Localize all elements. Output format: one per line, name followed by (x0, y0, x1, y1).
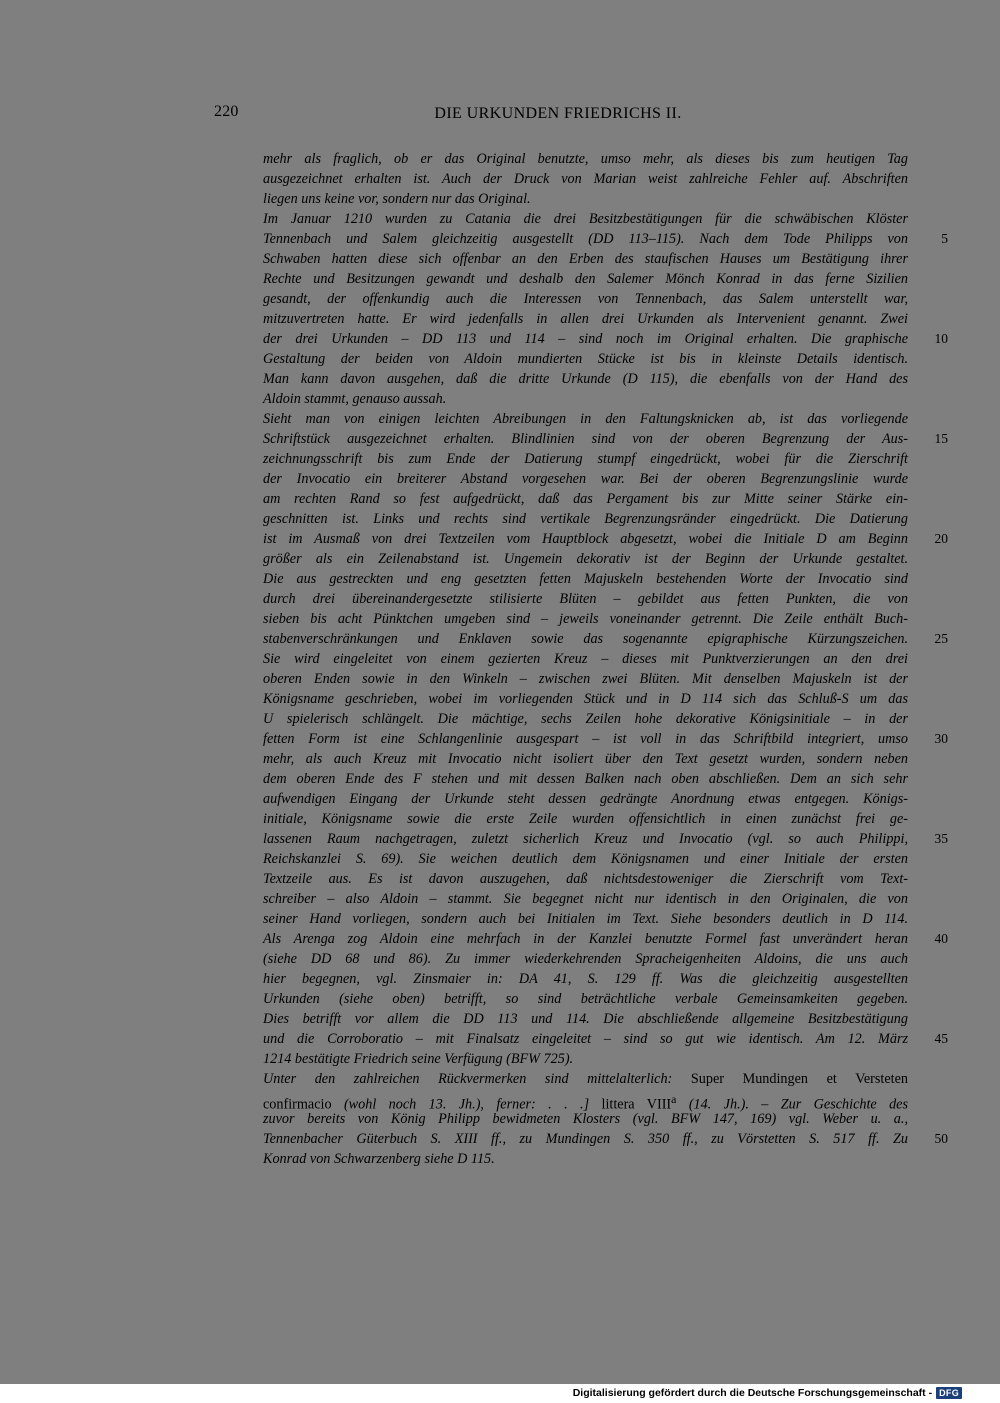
line-number-spacer (918, 349, 948, 369)
line-number-spacer (918, 769, 948, 789)
line-number-spacer (918, 289, 948, 309)
line-number-spacer (918, 969, 948, 989)
text-line: am rechten Rand so fest aufgedrückt, daß das Pergament bis zur Mitte seiner Stärke ein- (263, 491, 908, 507)
line-number: 30 (934, 731, 948, 746)
text-line: hier begegnen, vgl. Zinsmaier in: DA 41, S. 129 ff. Was die gleichzeitig ausgestellten (263, 971, 908, 987)
text-line: zuvor bereits von König Philipp bewidmeten Klosters (vgl. BFW 147, 169) vgl. Weber u. a., (263, 1111, 908, 1127)
text-line: zeichnungsschrift bis zum Ende der Datierung stumpf eingedrückt, wobei für die Zierschrift (263, 451, 908, 467)
text-segment: littera VIII (601, 1096, 672, 1113)
text-line: seiner Hand vorliegen, sondern auch bei Initialen im Text. Siehe besonders deutlich in D 114. (263, 911, 908, 927)
line-number: 45 (934, 1031, 948, 1046)
line-number-spacer (918, 649, 948, 669)
text-line: geschnitten ist. Links und rechts sind vertikale Begrenzungsränder eingedrückt. Die Datierung (263, 511, 908, 527)
text-line: größer als ein Zeilenabstand ist. Ungemein dekorativ ist der Beginn der Urkunde gestaltet. (263, 551, 908, 567)
running-title: DIE URKUNDEN FRIEDRICHS II. (434, 105, 682, 122)
line-number-spacer (918, 609, 948, 629)
line-number-spacer (918, 809, 948, 829)
footer-credit-text: Digitalisierung gefördert durch die Deutsche Forschungsgemeinschaft - (572, 1387, 933, 1399)
text-line: ausgezeichnet erhalten ist. Auch der Druck von Marian weist zahlreiche Fehler auf. Abschriften (263, 171, 908, 187)
line-number-spacer (918, 389, 948, 409)
line-number-spacer (918, 1149, 948, 1169)
line-number: 40 (934, 931, 948, 946)
text-line: Rechte und Besitzungen gewandt und deshalb den Salemer Mönch Konrad in das ferne Sizilien (263, 271, 908, 287)
line-number-spacer (918, 1089, 948, 1109)
line-number-spacer (918, 469, 948, 489)
text-line: (siehe DD 68 und 86). Zu immer wiederkehrenden Spracheigenheiten Aldoins, die uns auch (263, 951, 908, 967)
text-line: aufwendigen Eingang der Urkunde steht dessen gedrängte Anordnung etwas entgegen. Königs- (263, 791, 908, 807)
line-number: 5 (941, 231, 948, 246)
text-line: Gestaltung der beiden von Aldoin mundierten Stücke ist bis in kleinste Details identisch. (263, 351, 908, 367)
text-line: Schriftstück ausgezeichnet erhalten. Blindlinien sind von der oberen Begrenzung der Aus- (263, 431, 908, 447)
line-number-spacer (918, 989, 948, 1009)
text-line: Reichskanzlei S. 69). Sie weichen deutlich dem Königsnamen und einer Initiale der ersten (263, 851, 908, 867)
line-number-spacer (918, 709, 948, 729)
line-number: 10 (934, 331, 948, 346)
line-number-spacer (918, 1009, 948, 1029)
text-line: der Invocatio ein breiterer Abstand vorgesehen war. Bei der oberen Begrenzungslinie wurde (263, 471, 908, 487)
line-number: 50 (934, 1131, 948, 1146)
text-segment: a (671, 1092, 677, 1106)
line-number-spacer (918, 149, 948, 169)
text-line: ist im Ausmaß von drei Textzeilen vom Hauptblock abgesetzt, wobei die Initiale D am Beginn (263, 531, 908, 547)
line-number-spacer (918, 669, 948, 689)
text-segment: (14. Jh.). – Zur Geschichte des (676, 1096, 909, 1113)
line-number: 15 (934, 431, 948, 446)
line-number: 35 (934, 831, 948, 846)
text-line: liegen uns keine vor, sondern nur das Original. (263, 191, 531, 207)
text-line: lassenen Raum nachgetragen, zuletzt sicherlich Kreuz und Invocatio (vgl. so auch Philippi, (263, 831, 908, 847)
text-line: Urkunden (siehe oben) betrifft, so sind beträchtliche verbale Gemeinsamkeiten gegeben. (263, 991, 908, 1007)
text-segment: confirmacio (263, 1096, 332, 1113)
text-line: initiale, Königsname sowie die erste Zeile wurden offensichtlich in einen zunächst frei ge- (263, 811, 908, 827)
line-number-spacer (918, 909, 948, 929)
line-number-spacer (918, 889, 948, 909)
text-line: schreiber – also Aldoin – stammt. Sie begegnet nicht nur identisch in den Originalen, die von (263, 891, 908, 907)
text-line: Sieht man von einigen leichten Abreibungen in den Faltungsknicken ab, ist das vorliegende (263, 411, 908, 427)
text-line: durch drei übereinandergesetzte stilisierte Blüten – gebildet aus fetten Punkten, die von (263, 591, 908, 607)
line-number-spacer (918, 869, 948, 889)
line-number-spacer (918, 169, 948, 189)
text-line: Aldoin stammt, genauso aussah. (263, 391, 447, 407)
text-line: 1214 bestätigte Friedrich seine Verfügung (BFW 725). (263, 1051, 574, 1067)
text-line: der drei Urkunden – DD 113 und 114 – sind noch im Original erhalten. Die graphische (263, 331, 908, 347)
line-number-spacer (918, 1069, 948, 1089)
line-number-spacer (918, 1109, 948, 1129)
line-number-spacer (918, 249, 948, 269)
text-line: Schwaben hatten diese sich offenbar an den Erben des staufischen Hauses um Bestätigung ihrer (263, 251, 908, 267)
text-line (263, 1069, 908, 1089)
line-number-column (918, 149, 948, 1169)
text-line: sieben bis acht Pünktchen umgeben sind – jeweils voneinander getrennt. Die Zeile enthält Buch- (263, 611, 908, 627)
line-number-spacer (918, 849, 948, 869)
text-segment: Unter den zahlreichen Rückvermerken sind mittelalterlich: (263, 1071, 691, 1087)
text-line: mehr als fraglich, ob er das Original benutzte, umso mehr, als dieses bis zum heutigen Tag (263, 151, 908, 167)
text-line: Tennenbacher Güterbuch S. XIII ff., zu Mundingen S. 350 ff., zu Vörstetten S. 517 ff. Zu (263, 1131, 908, 1147)
line-number-spacer (918, 489, 948, 509)
line-number-spacer (918, 1049, 948, 1069)
page-number: 220 (214, 103, 239, 120)
line-number-spacer (918, 209, 948, 229)
line-number-spacer (918, 949, 948, 969)
footer-credit (573, 1387, 962, 1399)
line-number-spacer (918, 509, 948, 529)
text-line: fetten Form ist eine Schlangenlinie ausgespart – ist voll in das Schriftbild integriert, umso (263, 731, 908, 747)
text-line: Im Januar 1210 wurden zu Catania die drei Besitzbestätigungen für die schwäbischen Klöster (263, 211, 908, 227)
text-line: U spielerisch schlängelt. Die mächtige, sechs Zeilen hohe dekorative Königsinitiale – in der (263, 711, 908, 727)
line-number-spacer (918, 749, 948, 769)
text-line: gesandt, der offenkundig auch die Interessen von Tennenbach, das Salem unterstellt war, (263, 291, 908, 307)
line-number-spacer (918, 309, 948, 329)
line-number-spacer (918, 589, 948, 609)
text-segment: Super Mundingen et Versteten (690, 1071, 908, 1087)
text-line: Sie wird eingeleitet von einem gezierten Kreuz – dieses mit Punktverzierungen an den drei (263, 651, 908, 667)
dfg-logo: DFG (936, 1387, 962, 1399)
text-line: Als Arenga zog Aldoin eine mehrfach in der Kanzlei benutzte Formel fast unverändert heran (263, 931, 908, 947)
line-number-spacer (918, 449, 948, 469)
text-line: Textzeile aus. Es ist davon auszugehen, daß nichtsdestoweniger die Zierschrift vom Text- (263, 871, 908, 887)
text-line: mehr, als auch Kreuz mit Invocatio nicht isoliert über den Text gesetzt wurden, sondern neben (263, 751, 908, 767)
line-number-spacer (918, 269, 948, 289)
line-number-spacer (918, 409, 948, 429)
text-line: Konrad von Schwarzenberg siehe D 115. (263, 1151, 495, 1167)
text-line: oberen Enden sowie in den Winkeln – zwischen zwei Blüten. Mit denselben Majuskeln ist der (263, 671, 908, 687)
line-number-spacer (918, 789, 948, 809)
text-line: Die aus gestreckten und eng gesetzten fetten Majuskeln bestehenden Worte der Invocatio sind (263, 571, 908, 587)
text-line: stabenverschränkungen und Enklaven sowie das sogenannte epigraphische Kürzungszeichen. (263, 631, 908, 647)
text-line: Man kann davon ausgehen, daß die dritte Urkunde (D 115), die ebenfalls von der Hand des (263, 371, 908, 387)
line-number-spacer (918, 369, 948, 389)
line-number: 25 (934, 631, 948, 646)
line-number-spacer (918, 189, 948, 209)
line-number-spacer (918, 549, 948, 569)
line-number-spacer (918, 689, 948, 709)
text-segment: (wohl noch 13. Jh.), ferner: . . .] (331, 1096, 602, 1113)
text-line: Dies betrifft vor allem die DD 113 und 114. Die abschließende allgemeine Besitzbestätigung (263, 1011, 908, 1027)
line-number: 20 (934, 531, 948, 546)
text-line: Königsname geschrieben, wobei im vorliegenden Stück und in D 114 sich das Schluß-S um das (263, 691, 908, 707)
text-line: dem oberen Ende des F stehen und mit dessen Balken nach oben abschließen. Dem an sich sehr (263, 771, 908, 787)
body-text (263, 149, 908, 1169)
text-line (263, 1089, 909, 1113)
text-line: und die Corroboratio – mit Finalsatz eingeleitet – sind so gut wie identisch. Am 12. März (263, 1031, 908, 1047)
text-line: Tennenbach und Salem gleichzeitig ausgestellt (DD 113–115). Nach dem Tode Philipps von (263, 231, 908, 247)
text-line: mitzuvertreten hatte. Er wird jedenfalls in allen drei Urkunden als Intervenient genannt. Zwei (263, 311, 908, 327)
line-number-spacer (918, 569, 948, 589)
